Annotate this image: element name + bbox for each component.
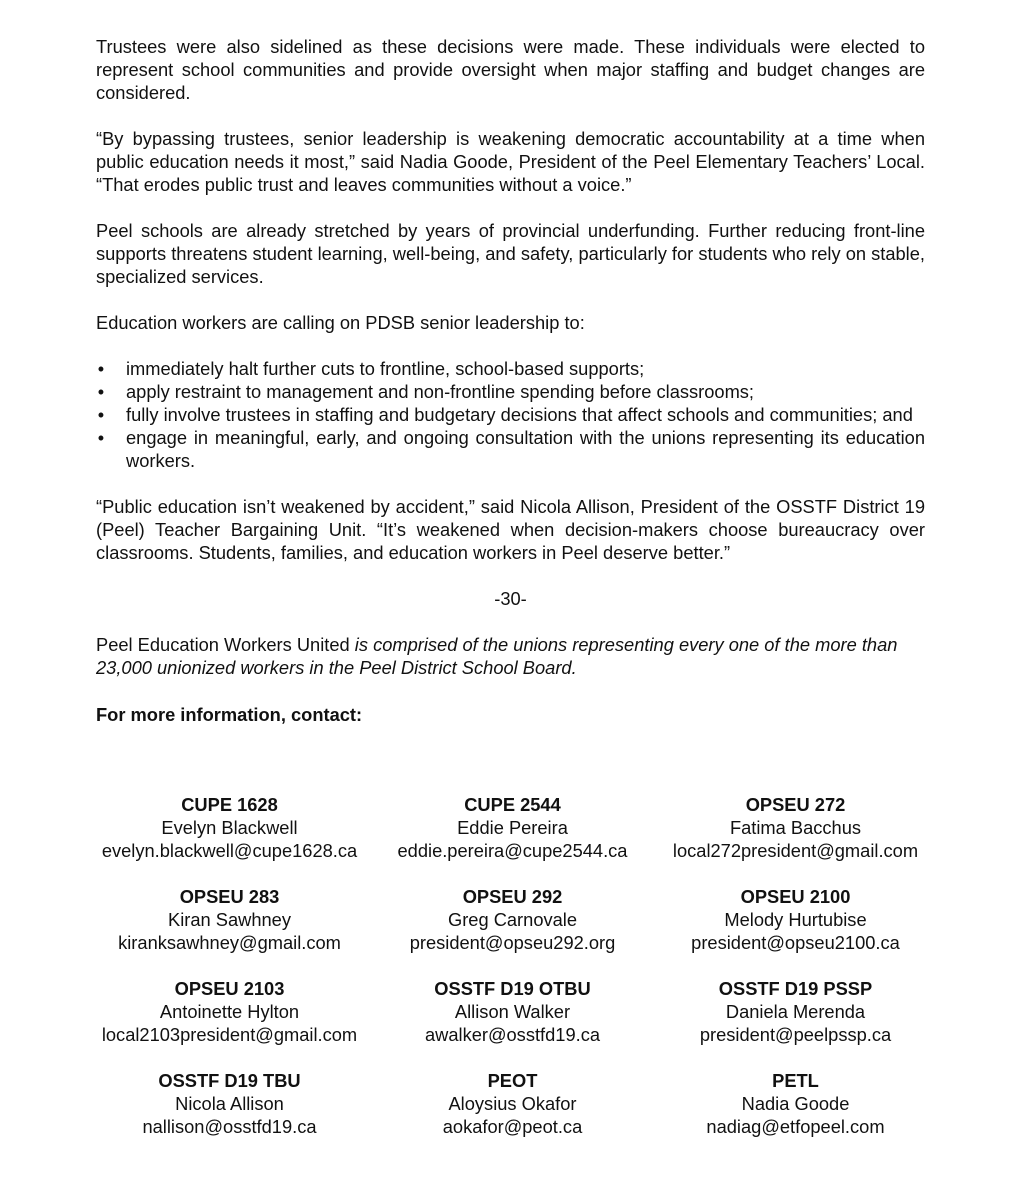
list-item [96,403,925,426]
contact-union: CUPE 2544 [464,794,561,815]
contact-heading: For more information, contact: [96,704,363,725]
contact-name: Greg Carnovale [447,909,578,930]
demands-list [96,357,925,472]
contact-card [371,885,654,954]
paragraph-underfunding: Peel schools are already stretched by years of provincial underfunding. Further reducing front-line supports threatens student learning, well-being, and safety, particularly for students who rely on stable, specialized services. [96,220,925,287]
contacts-grid [88,793,938,1138]
contact-name: Eddie Pereira [457,817,568,838]
contact-union: PEOT [487,1070,538,1091]
contact-union: PETL [772,1070,819,1091]
contact-name: Kiran Sawhney [168,909,291,930]
list-item-text: apply restraint to management and non-frontline spending before classrooms; [126,381,755,402]
contact-email: aokafor@peot.ca [442,1116,583,1137]
end-mark: -30- [494,588,527,609]
contact-email: president@peelpssp.ca [699,1024,892,1045]
contact-name: Nadia Goode [741,1093,850,1114]
contact-card [654,977,937,1046]
contact-email: president@opseu2100.ca [691,932,900,953]
press-release-body [96,35,925,726]
about-statement [96,633,925,679]
contact-card [371,793,654,862]
contact-card [371,1069,654,1138]
contact-name: Fatima Bacchus [729,817,862,838]
contact-email: kiranksawhney@gmail.com [118,932,341,953]
paragraph-allison-quote: “Public education isn’t weakened by accident,” said Nicola Allison, President of the OSSTF District 19 (Peel) Teacher Bargaining Unit. “It’s weakened when decision-makers choose bureaucracy over classrooms. Students, families, and education workers in Peel deserve better.” [96,496,925,563]
contact-email: awalker@osstfd19.ca [424,1024,601,1045]
list-item-text: immediately halt further cuts to frontline, school-based supports; [126,358,645,379]
contact-email: evelyn.blackwell@cupe1628.ca [101,840,358,861]
contact-email: local272president@gmail.com [672,840,919,861]
contact-card [88,885,371,954]
contact-union: OPSEU 292 [462,886,563,907]
contact-name: Melody Hurtubise [724,909,867,930]
list-item [96,380,925,403]
contact-union: OPSEU 2103 [174,978,285,999]
contact-card [654,885,937,954]
about-description: is comprised of the unions representing every one of the more than 23,000 unionized workers in the Peel District School Board. [96,634,898,678]
bullet-icon: • [97,381,105,402]
contact-name: Nicola Allison [175,1093,284,1114]
contact-card [88,793,371,862]
contact-email: nallison@osstfd19.ca [142,1116,317,1137]
contact-name: Evelyn Blackwell [161,817,298,838]
bullet-icon: • [97,427,105,448]
contact-union: CUPE 1628 [181,794,278,815]
bullet-icon: • [97,404,105,425]
contact-union: OPSEU 2100 [740,886,851,907]
bullet-icon: • [97,358,105,379]
contact-name: Daniela Merenda [725,1001,866,1022]
contact-card [88,1069,371,1138]
contact-union: OSSTF D19 OTBU [434,978,591,999]
contact-union: OPSEU 283 [179,886,280,907]
contact-card [654,793,937,862]
contact-union: OSSTF D19 TBU [158,1070,301,1091]
paragraph-goode-quote: “By bypassing trustees, senior leadership is weakening democratic accountability at a time when public education needs it most,” said Nadia Goode, President of the Peel Elementary Teachers’ Local. “That erodes public trust and leaves communities without a voice.” [96,128,925,195]
contact-card [654,1069,937,1138]
list-item-text: fully involve trustees in staffing and budgetary decisions that affect schools and communities; and [126,404,913,425]
contact-name: Allison Walker [454,1001,571,1022]
contact-name: Antoinette Hylton [159,1001,300,1022]
contact-name: Aloysius Okafor [448,1093,577,1114]
contact-email: nadiag@etfopeel.com [706,1116,885,1137]
contact-union: OSSTF D19 PSSP [718,978,873,999]
contact-card [88,977,371,1046]
list-item-text: engage in meaningful, early, and ongoing consultation with the unions representing its education workers. [126,427,925,471]
contact-union: OPSEU 272 [745,794,846,815]
contact-email: local2103president@gmail.com [101,1024,358,1045]
paragraph-calling-on: Education workers are calling on PDSB senior leadership to: [96,312,585,333]
contact-email: president@opseu292.org [409,932,616,953]
about-org-name: Peel Education Workers United [96,634,350,655]
contact-card [371,977,654,1046]
contact-email: eddie.pereira@cupe2544.ca [397,840,628,861]
list-item [96,357,925,380]
list-item [96,426,925,472]
paragraph-trustees-sidelined: Trustees were also sidelined as these decisions were made. These individuals were elected to represent school communities and provide oversight when major staffing and budget changes are considered. [96,36,925,103]
